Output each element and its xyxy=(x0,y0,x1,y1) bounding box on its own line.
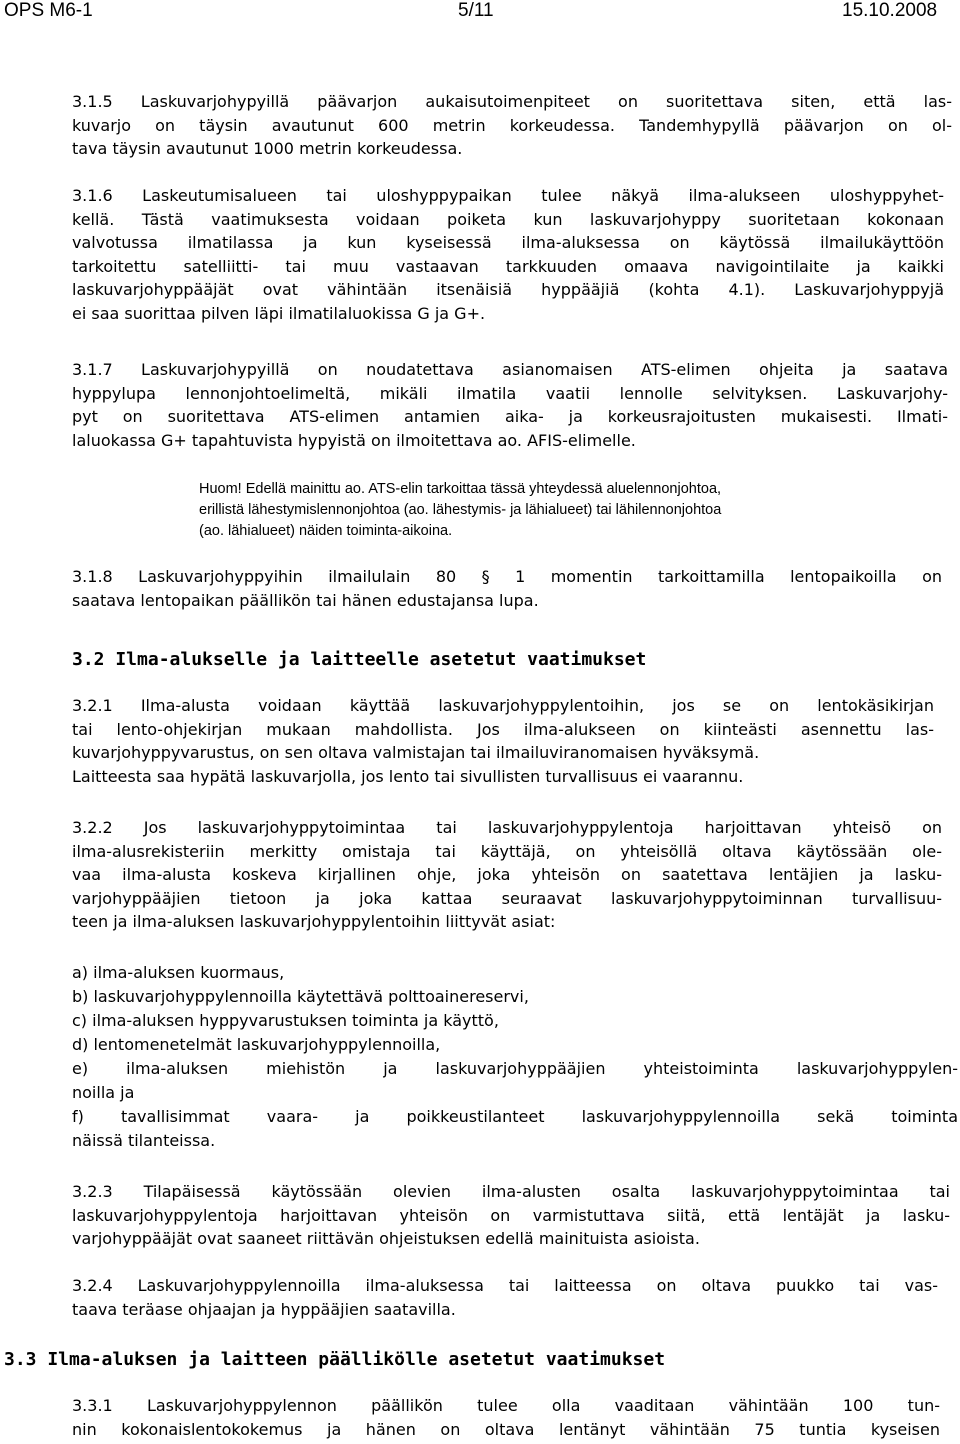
text-line: tava täysin avautunut 1000 metrin korkeudessa. xyxy=(72,139,463,158)
text-line: 3.1.5 Laskuvarjohypyillä päävarjon aukaisutoimenpiteet on suoritettava siten, että las- xyxy=(72,92,952,111)
text-line: teen ja ilma-aluksen laskuvarjohyppylentoihin liittyvät asiat: xyxy=(72,912,556,931)
text-line: saatava lentopaikan päällikön tai hänen edustajansa lupa. xyxy=(72,590,539,610)
text-line: 3.3.1 Laskuvarjohyppylennon päällikön tulee olla vaaditaan vähintään 100 tun- xyxy=(72,1396,940,1415)
paragraph-3-2-1 xyxy=(72,694,934,788)
text-line: kuvarjohyppyvarustus, on sen oltava valmistajan tai ilmailuviranomaisen hyväksymä. xyxy=(72,743,760,762)
paragraph-3-3-1 xyxy=(72,1394,940,1441)
header-doc-id: OPS M6-1 xyxy=(4,0,93,21)
note-line: erillistä lähestymislennonjohtoa (ao. lähestymis- ja lähialueet) tai lähilennonjohtoa xyxy=(199,502,722,518)
requirements-list xyxy=(72,961,958,1153)
list-item: f) tavallisimmat vaara- ja poikkeustilanteet laskuvarjohyppylennoilla sekä toiminta xyxy=(72,1107,958,1126)
text-line: 3.1.7 Laskuvarjohypyillä on noudatettava asianomaisen ATS-elimen ohjeita ja saatava xyxy=(72,360,948,379)
text-line: 3.2.3 Tilapäisessä käytössään olevien ilma-alusten osalta laskuvarjohyppytoimintaa tai xyxy=(72,1182,950,1201)
list-item: d) lentomenetelmät laskuvarjohyppylennoilla, xyxy=(72,1035,441,1054)
list-item: b) laskuvarjohyppylennoilla käytettävä polttoainereservi, xyxy=(72,987,529,1006)
text-line: ei saa suorittaa pilven läpi ilmatilaluokissa G ja G+. xyxy=(72,303,486,323)
text-line: varjohyppääjät ovat saaneet riittävän ohjeistuksen edellä mainituista asioista. xyxy=(72,1229,700,1248)
paragraph-3-1-5 xyxy=(72,90,952,161)
list-item: e) ilma-aluksen miehistön ja laskuvarjohyppääjien yhteistoiminta laskuvarjohyppylen- xyxy=(72,1059,958,1078)
text-line: pyt on suoritettava ATS-elimen antamien aika- ja korkeusrajoitusten mukaisesti. Ilmati- xyxy=(72,407,948,426)
text-line: 3.1.6 Laskeutumisalueen tai uloshyppypaikan tulee näkyä ilma-alukseen uloshyppyhet- xyxy=(72,186,944,205)
paragraph-3-1-8 xyxy=(72,565,942,612)
text-line: laskuvarjohyppylentoja harjoittavan yhteisön on varmistuttava siitä, että lentäjät ja lasku- xyxy=(72,1205,950,1225)
paragraph-3-1-6 xyxy=(72,184,944,325)
list-item: c) ilma-aluksen hyppyvarustuksen toiminta ja käyttö, xyxy=(72,1011,499,1030)
text-line: tarkoitettu satelliitti- tai muu vastaavan tarkkuuden omaava navigointilaite ja kaikki xyxy=(72,256,944,276)
list-item-continuation: näissä tilanteissa. xyxy=(72,1131,216,1150)
note-block xyxy=(199,479,949,542)
text-line: 3.2.1 Ilma-alusta voidaan käyttää laskuvarjohyppylentoihin, jos se on lentokäsikirjan xyxy=(72,696,934,715)
text-line: tai lento-ohjekirjan mukaan mahdollista. Jos ilma-alukseen on kiinteästi asennettu las- xyxy=(72,719,934,739)
text-line: 3.1.8 Laskuvarjohyppyihin ilmailulain 80 § 1 momentin tarkoittamilla lentopaikoilla on xyxy=(72,567,942,586)
text-line: valvotussa ilmatilassa ja kun kyseisessä ilma-aluksessa on käytössä ilmailukäyttöön xyxy=(72,233,944,252)
text-line: kellä. Tästä vaatimuksesta voidaan poiketa kun laskuvarjohyppy suoritetaan kokonaan xyxy=(72,209,944,229)
text-line: laskuvarjohyppääjät ovat vähintään itsenäisiä hyppääjiä (kohta 4.1). Laskuvarjohyppyjä xyxy=(72,280,944,299)
text-line: laluokassa G+ tapahtuvista hypyistä on ilmoitettava ao. AFIS-elimelle. xyxy=(72,430,636,450)
text-line: ilma-alusrekisteriin merkitty omistaja tai käyttäjä, on yhteisöllä oltava käytössään ole- xyxy=(72,841,942,861)
note-line: (ao. lähialueet) näiden toiminta-aikoina. xyxy=(199,523,453,539)
text-line: kuvarjo on täysin avautunut 600 metrin korkeudessa. Tandemhypyllä päävarjon on ol- xyxy=(72,115,952,135)
section-heading-3-2: 3.2 Ilma-alukselle ja laitteelle asetetut vaatimukset xyxy=(72,649,647,670)
paragraph-3-1-7 xyxy=(72,358,948,452)
text-line: taava teräase ohjaajan ja hyppääjien saatavilla. xyxy=(72,1299,456,1319)
paragraph-3-2-2 xyxy=(72,816,942,934)
text-line: vaa ilma-alusta koskeva kirjallinen ohje, joka yhteisön on saatettava lentäjien ja lasku- xyxy=(72,865,942,884)
list-item-continuation: noilla ja xyxy=(72,1083,135,1102)
note-line: Huom! Edellä mainittu ao. ATS-elin tarkoittaa tässä yhteydessä aluelennonjohtoa, xyxy=(199,481,722,497)
text-line: nin kokonaislentokokemus ja hänen on oltava lentänyt vähintään 75 tuntia kyseisen xyxy=(72,1419,940,1439)
text-line: hyppylupa lennonjohtoelimeltä, mikäli ilmatila vaatii lennolle selvityksen. Laskuvarjohy- xyxy=(72,383,948,403)
text-line: 3.2.2 Jos laskuvarjohyppytoimintaa tai laskuvarjohyppylentoja harjoittavan yhteisö on xyxy=(72,818,942,837)
section-heading-3-3: 3.3 Ilma-aluksen ja laitteen päällikölle asetetut vaatimukset xyxy=(4,1349,666,1370)
paragraph-3-2-4 xyxy=(72,1274,938,1321)
text-line: varjohyppääjien tietoon ja joka kattaa seuraavat laskuvarjohyppytoiminnan turvallisuu- xyxy=(72,888,942,908)
header-date: 15.10.2008 xyxy=(842,0,938,21)
list-item: a) ilma-aluksen kuormaus, xyxy=(72,963,285,982)
paragraph-3-2-3 xyxy=(72,1180,950,1251)
header-page-number: 5/11 xyxy=(458,0,494,21)
text-line: 3.2.4 Laskuvarjohyppylennoilla ilma-aluksessa tai laitteessa on oltava puukko tai vas- xyxy=(72,1276,938,1295)
text-line: Laitteesta saa hypätä laskuvarjolla, jos lento tai sivullisten turvallisuus ei vaarannu. xyxy=(72,766,744,786)
